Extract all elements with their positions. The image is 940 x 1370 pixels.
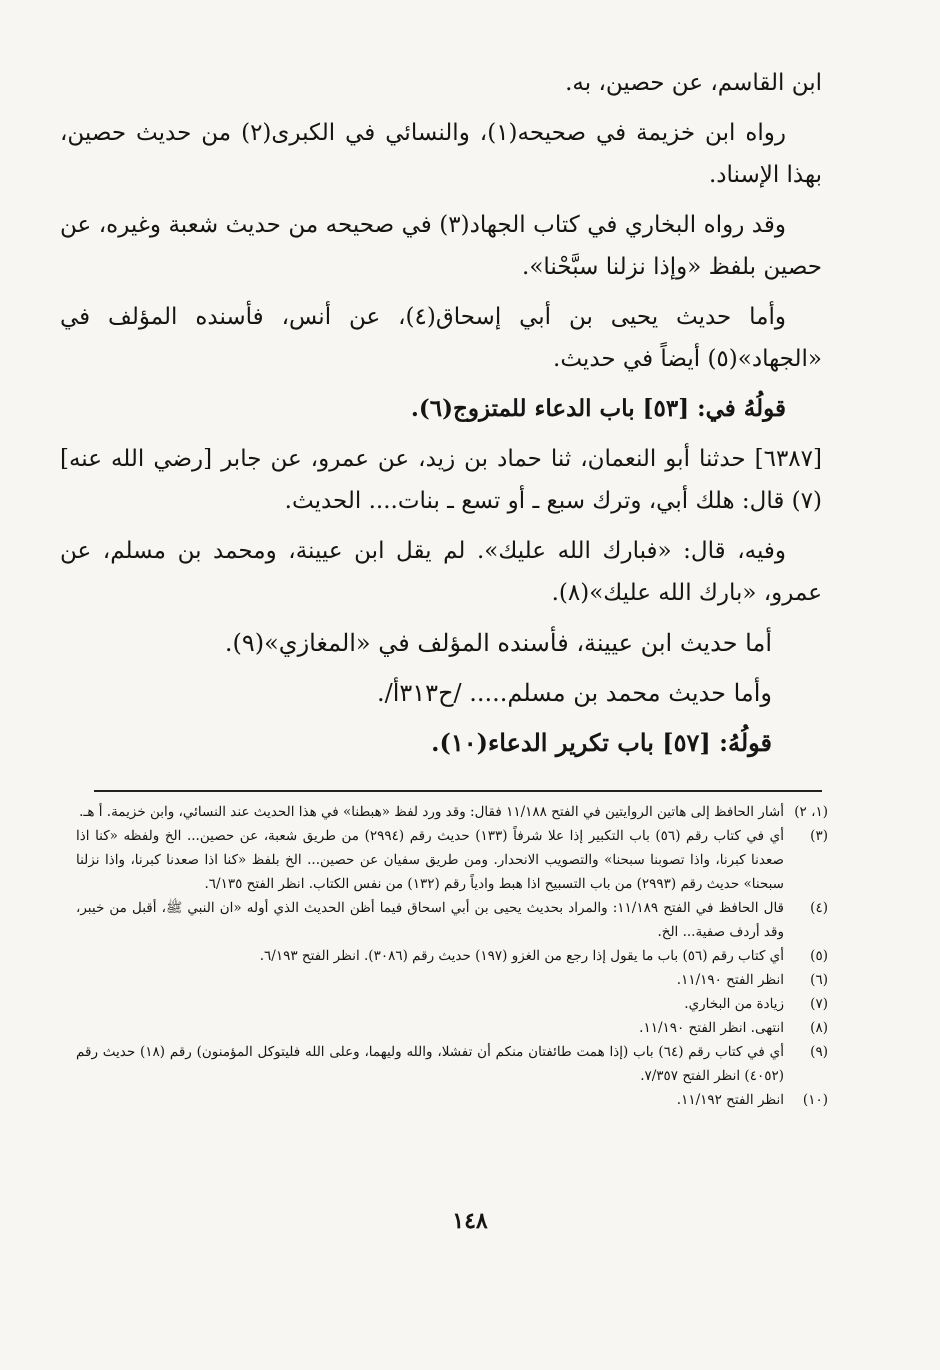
footnote-number: (٤): [810, 900, 828, 916]
footnote-number: (٨): [810, 1020, 828, 1036]
footnote: [76, 824, 828, 896]
footnote-number: (١٠): [802, 1092, 828, 1108]
footnote: [76, 800, 828, 824]
footnote: [76, 1040, 828, 1088]
paragraph-2: رواه ابن خزيمة في صحيحه(١)، والنسائي في الكبرى(٢) من حديث حصين، بهذا الإسناد.: [60, 120, 822, 188]
footnote-text: أي في كتاب رقم (٦٤) باب (إذا همت طائفتان منكم أن تفشلا، والله وليهما، وعلى الله فليتوكل المؤمنون) رقم (١٨) حديث رقم (٤٠٥٢) انظر الفتح ٧/٣٥٧.: [76, 1044, 784, 1084]
footnotes: [76, 800, 828, 1112]
footnote-text: زيادة من البخاري.: [684, 996, 784, 1012]
section-heading-57: قولُهُ: [٥٧] باب تكرير الدعاء(١٠).: [431, 728, 772, 757]
footnote-text: قال الحافظ في الفتح ١١/١٨٩: والمراد بحديث يحيى بن أبي اسحاق فيما أظن الحديث الذي أوله «ان النبي ﷺ، أقبل من خيبر، وقد أردف صفية... الخ.: [76, 900, 785, 940]
paragraph-8: أما حديث ابن عيينة، فأسنده المؤلف في «المغازي»(٩).: [224, 629, 772, 657]
footnote: [76, 896, 828, 944]
footnote: [76, 1016, 828, 1040]
footnote-number: (٥): [810, 948, 828, 964]
footnote-separator: [94, 790, 822, 792]
footnote-text: انظر الفتح ١١/١٩٠.: [676, 972, 784, 988]
footnote: [76, 944, 828, 968]
footnote: [76, 1088, 828, 1112]
main-text: [60, 62, 822, 772]
section-heading-53: قولُهُ في: [٥٣] باب الدعاء للمتزوج(٦).: [410, 395, 786, 422]
footnote-text: أي في كتاب رقم (٥٦) باب التكبير إذا علا شرفاً (١٣٣) حديث رقم (٢٩٩٤) من طريق شعبة، عن حصين... الخ ولفظه «كنا اذا صعدنا كبرنا، واذا تصوبنا سبحنا» والتصويب الانحدار. ومن طريق سفيان عن حصين... الخ بلفظ «كنا اذا صعدنا كبرنا، واذا نزلنا سبحنا» حديث رقم (٢٩٩٣) من باب التسبيح اذا هبط وادياً رقم (١٣٢) من نفس الكتاب. انظر الفتح ٦/١٣٥.: [76, 828, 784, 892]
paragraph-3: وقد رواه البخاري في كتاب الجهاد(٣) في صحيحه من حديث شعبة وغيره، عن حصين بلفظ «وإذا نزلنا سبَّحْنا».: [60, 212, 822, 280]
paragraph-hadith-6387: [٦٣٨٧] حدثنا أبو النعمان، ثنا حماد بن زيد، عن عمرو، عن جابر [رضي الله عنه](٧) قال: هلك أبي، وترك سبع ـ أو تسع ـ بنات.... الحديث.: [60, 446, 822, 514]
footnote-number: (٦): [810, 972, 828, 988]
footnote: [76, 968, 828, 992]
footnote-text: انظر الفتح ١١/١٩٢.: [676, 1092, 784, 1108]
footnote-number: (١، ٢): [794, 804, 828, 820]
footnote-number: (٧): [810, 996, 828, 1012]
paragraph-7: وفيه، قال: «فبارك الله عليك». لم يقل ابن عيينة، ومحمد بن مسلم، عن عمرو، «بارك الله عليك»(٨).: [60, 538, 822, 606]
paragraph-9: وأما حديث محمد بن مسلم..... /ح٣١٣أ/.: [377, 679, 772, 707]
footnote-text: انتهى. انظر الفتح ١١/١٩٠.: [639, 1020, 784, 1036]
footnote-text: أي كتاب رقم (٥٦) باب ما يقول إذا رجع من الغزو (١٩٧) حديث رقم (٣٠٨٦). انظر الفتح ٦/١٩٣.: [259, 948, 784, 964]
footnote-text: أشار الحافظ إلى هاتين الروايتين في الفتح ١١/١٨٨ فقال: وقد ورد لفظ «هبطنا» في هذا الحديث عند النسائي، وابن خزيمة. أ هـ.: [79, 804, 784, 820]
page-number: ١٤٨: [452, 1208, 488, 1234]
footnote: [76, 992, 828, 1016]
footnote-number: (٣): [810, 828, 828, 844]
paragraph-4: وأما حديث يحيى بن أبي إسحاق(٤)، عن أنس، فأسنده المؤلف في «الجهاد»(٥) أيضاً في حديث.: [60, 304, 822, 372]
footnote-number: (٩): [810, 1044, 828, 1060]
paragraph-1: ابن القاسم، عن حصين، به.: [565, 70, 822, 96]
